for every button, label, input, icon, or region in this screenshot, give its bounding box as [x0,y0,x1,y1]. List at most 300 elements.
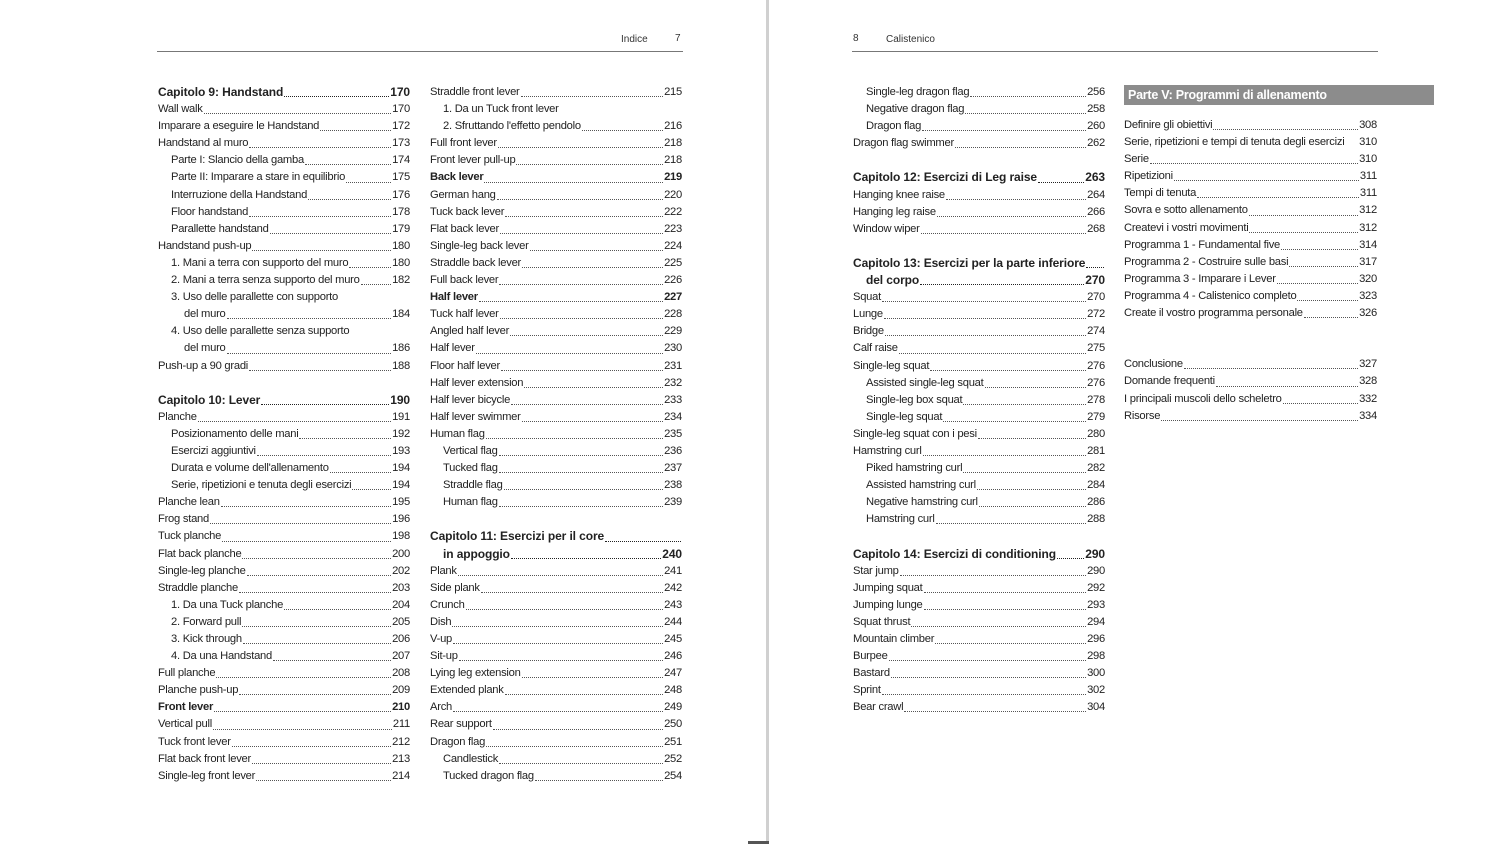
toc-entry-title: Hamstring curl [866,513,935,526]
toc-entry[interactable] [1124,134,1377,151]
toc-page-number: 226 [664,274,682,287]
toc-page-number: 268 [1087,222,1105,235]
dot-leader [481,592,663,593]
toc-entry[interactable] [430,289,682,306]
toc-page-number: 256 [1087,86,1105,98]
dot-leader [1086,267,1104,268]
toc-entry[interactable] [158,648,410,665]
dot-leader [501,370,663,371]
dot-leader [361,284,391,285]
toc-entry[interactable] [1124,271,1377,288]
toc-entry-title: Planche push-up [158,684,239,697]
toc-page-number: 234 [664,410,682,423]
toc-entry[interactable] [430,323,682,340]
toc-entry[interactable] [1124,220,1377,237]
toc-entry[interactable] [853,375,1105,392]
toc-entry[interactable] [430,135,682,152]
toc-page-number: 310 [1359,136,1377,149]
dot-leader [522,421,663,422]
dot-leader [222,541,391,542]
toc-page-number: 304 [1087,701,1105,714]
toc-entry[interactable] [158,340,410,357]
running-header-title: Indice [621,34,648,45]
toc-entry[interactable] [430,101,682,118]
toc-entry[interactable] [158,665,410,682]
toc-entry[interactable] [158,716,410,733]
dot-leader [284,96,389,97]
toc-entry[interactable] [430,169,682,186]
toc-entry[interactable] [158,409,410,426]
toc-entry[interactable] [853,597,1105,614]
toc-entry-title: Human flag [430,427,485,440]
dot-leader [1197,197,1359,198]
dot-leader [930,370,1086,371]
toc-entry[interactable] [158,204,410,221]
dot-leader [943,421,1086,422]
toc-chapter-entry[interactable] [853,255,1105,272]
toc-page-number: 190 [390,392,410,407]
toc-entry[interactable] [430,443,682,460]
toc-entry-title: Capitolo 10: Lever [158,392,261,407]
toc-entry-title: 3. Kick through [171,633,242,645]
toc-entry[interactable] [430,648,682,665]
dot-leader [273,660,391,661]
toc-entry[interactable] [853,665,1105,682]
toc-chapter-entry[interactable] [853,546,1105,563]
toc-entry-title: Half lever swimmer [430,410,521,423]
toc-page-number: 194 [392,462,410,475]
toc-page-number: 219 [664,171,682,184]
toc-entry-title: Parallette handstand [171,222,269,235]
dot-leader [239,592,391,593]
dot-leader [985,387,1087,388]
toc-entry[interactable] [158,272,410,289]
toc-entry[interactable] [1124,391,1377,408]
toc-entry-title: Sovra e sotto allenamento [1124,204,1248,217]
toc-page-number: 170 [392,103,410,116]
toc-entry[interactable] [158,477,410,494]
toc-entry[interactable] [430,460,682,477]
toc-entry-title: Planche [158,410,197,423]
dot-leader [458,575,663,576]
toc-entry[interactable] [853,443,1105,460]
toc-entry[interactable] [158,187,410,204]
toc-page-number: 270 [1085,273,1105,288]
toc-entry-title: Hanging knee raise [853,188,945,201]
toc-page-number: 312 [1359,204,1377,217]
toc-page-number: 179 [392,222,410,235]
dot-leader [261,404,389,405]
toc-entry[interactable] [1124,237,1377,254]
toc-page-number: 298 [1087,650,1105,663]
toc-entry[interactable] [853,477,1105,494]
dot-leader [955,147,1086,148]
toc-entry[interactable] [430,597,682,614]
toc-entry[interactable] [158,580,410,597]
toc-entry[interactable] [1124,408,1377,425]
dot-leader [227,353,392,354]
toc-entry-title: Hanging leg raise [853,205,936,218]
toc-chapter-entry[interactable] [158,84,410,101]
toc-page-number: 246 [664,650,682,663]
toc-entry[interactable] [853,187,1105,204]
dot-leader [252,250,391,251]
toc-spacer [853,238,1105,255]
toc-entry-title: Straddle planche [158,581,238,594]
toc-entry[interactable] [158,699,410,716]
toc-entry[interactable] [158,221,410,238]
toc-page-number: 275 [1087,342,1105,355]
toc-entry-title: Handstand push-up [158,239,252,252]
toc-entry-title: Angled half lever [430,325,510,338]
toc-page-number: 327 [1359,358,1377,371]
toc-page-number: 328 [1359,375,1377,388]
toc-entry[interactable] [853,289,1105,306]
toc-entry-title: 4. Da una Handstand [171,650,272,663]
toc-entry[interactable] [158,631,410,648]
toc-entry[interactable] [158,528,410,545]
toc-page-number: 206 [392,633,410,645]
toc-entry-title: Straddle back lever [430,256,522,269]
toc-entry[interactable] [1124,254,1377,271]
dot-leader [1281,249,1358,250]
toc-entry[interactable] [1124,117,1377,134]
toc-column [158,84,410,785]
toc-entry[interactable] [430,84,682,101]
toc-entry-title: Flat back lever [430,222,499,235]
dot-leader [978,438,1086,439]
toc-entry[interactable] [853,392,1105,409]
toc-entry[interactable] [158,152,410,169]
dot-leader [535,780,663,781]
toc-entry-title: Tempi di tenuta [1124,187,1197,200]
toc-entry-title: 2. Sfruttando l'effetto pendolo [443,120,581,133]
toc-entry[interactable] [430,494,682,511]
toc-page-number: 235 [664,427,682,440]
toc-entry[interactable] [853,614,1105,631]
toc-entry[interactable] [853,699,1105,716]
toc-entry[interactable] [158,614,410,631]
toc-entry-title: Straddle flag [443,479,503,492]
toc-entry[interactable] [158,306,410,323]
toc-entry-title: del muro [184,308,226,321]
toc-entry[interactable] [853,511,1105,528]
toc-entry[interactable] [430,187,682,204]
toc-page-number: 276 [1087,359,1105,372]
toc-entry[interactable] [158,358,410,375]
toc-entry[interactable] [430,699,682,716]
toc-entry-title: Tucked flag [443,462,498,475]
toc-entry-title: Single-leg squat [866,410,943,423]
toc-entry[interactable] [158,118,410,135]
toc-entry-title: Programma 4 - Calistenico completo [1124,289,1297,302]
toc-entry[interactable] [158,101,410,118]
dot-leader [249,370,391,371]
toc-page-number: 286 [1087,496,1105,509]
toc-entry-title: Flat back front lever [158,752,251,765]
toc-page-number: 188 [392,359,410,372]
toc-chapter-entry[interactable] [158,392,410,409]
toc-page-number: 262 [1087,137,1105,150]
dot-leader [921,233,1086,234]
toc-entry-title: Single-leg planche [158,564,246,577]
dot-leader [522,677,663,678]
toc-entry-title: Dragon flag [866,120,922,133]
dot-leader [198,421,391,422]
toc-entry-title: Assisted hamstring curl [866,479,976,492]
dot-leader [605,541,681,542]
toc-entry[interactable] [1124,288,1377,305]
toc-entry[interactable] [853,118,1105,135]
dot-leader [882,694,1086,695]
toc-entry[interactable] [430,272,682,289]
toc-page-number: 225 [664,256,682,269]
dot-leader [1304,317,1358,318]
toc-page-number: 279 [1087,410,1105,423]
toc-page-number: 176 [392,188,410,201]
toc-entry-title: Burpee [853,650,888,663]
dot-leader [499,763,663,764]
toc-entry[interactable] [430,306,682,323]
dot-leader [1038,182,1084,183]
toc-entry[interactable] [853,682,1105,699]
toc-entry[interactable] [853,221,1105,238]
toc-chapter-entry[interactable] [853,272,1105,289]
toc-entry[interactable] [1124,168,1377,185]
toc-page-number: 214 [392,769,410,782]
toc-entry[interactable] [430,221,682,238]
dot-leader [493,729,663,730]
toc-entry-title: Lunge [853,308,883,321]
toc-entry-title: 1. Mani a terra con supporto del muro [171,256,349,269]
toc-entry[interactable] [853,409,1105,426]
toc-entry-title: 3. Uso delle parallette con supporto [171,291,339,304]
toc-page-number: 242 [664,581,682,594]
toc-entry[interactable] [853,460,1105,477]
dot-leader [210,523,391,524]
toc-page-number: 264 [1087,188,1105,201]
toc-entry-title: 4. Uso delle parallette senza supporto [171,325,350,338]
toc-entry[interactable] [158,169,410,186]
toc-chapter-entry[interactable] [430,546,682,563]
toc-entry[interactable] [430,580,682,597]
toc-page-number: 294 [1087,615,1105,628]
toc-column [1124,84,1377,425]
toc-entry[interactable] [430,631,682,648]
toc-entry[interactable] [853,563,1105,580]
toc-entry-title: Single-leg dragon flag [866,86,970,98]
toc-entry[interactable] [853,84,1105,101]
toc-entry[interactable] [158,443,410,460]
toc-entry[interactable] [853,204,1105,221]
toc-entry[interactable] [430,152,682,169]
toc-page-number: 239 [664,496,682,509]
toc-page-number: 238 [664,479,682,492]
toc-entry[interactable] [1124,202,1377,219]
toc-entry[interactable] [1124,185,1377,202]
dot-leader [1249,215,1358,216]
toc-entry[interactable] [430,358,682,375]
toc-entry[interactable] [1124,356,1377,373]
toc-page-number: 231 [664,359,682,372]
toc-spacer [158,375,410,392]
toc-entry[interactable] [853,340,1105,357]
dot-leader [221,506,391,507]
toc-page-number: 227 [664,291,682,304]
dot-leader [500,233,663,234]
toc-page-number: 241 [664,564,682,577]
dot-leader [239,694,391,695]
toc-entry[interactable] [853,631,1105,648]
dot-leader [1057,558,1084,559]
toc-entry[interactable] [853,135,1105,152]
toc-entry[interactable] [853,306,1105,323]
toc-chapter-entry[interactable] [853,169,1105,186]
toc-entry[interactable] [430,734,682,751]
toc-page-number: 202 [392,564,410,577]
toc-entry-title: Full back lever [430,274,499,287]
toc-entry[interactable] [158,238,410,255]
toc-entry[interactable] [430,751,682,768]
toc-entry[interactable] [158,460,410,477]
toc-entry[interactable] [430,375,682,392]
toc-entry-title: Tuck back lever [430,205,505,218]
toc-entry-title: Createvi i vostri movimenti [1124,221,1249,234]
toc-entry-title: Single-leg back lever [430,239,529,252]
toc-entry[interactable] [158,494,410,511]
dot-leader [499,472,663,473]
toc-entry-title: Imparare a eseguire le Handstand [158,120,320,133]
toc-page-number: 218 [664,137,682,150]
toc-entry[interactable] [430,392,682,409]
toc-entry[interactable] [1124,373,1377,390]
toc-entry[interactable] [1124,151,1377,168]
toc-entry[interactable] [430,682,682,699]
dot-leader [256,780,391,781]
dot-leader [882,301,1086,302]
dot-leader [484,182,663,183]
toc-page-number: 288 [1087,513,1105,526]
toc-page-number: 282 [1087,462,1105,475]
dot-leader [936,523,1086,524]
toc-entry[interactable] [430,477,682,494]
toc-entry[interactable] [158,323,410,340]
toc-page-number: 233 [664,393,682,406]
toc-entry[interactable] [158,563,410,580]
toc-entry[interactable] [158,546,410,563]
toc-entry-title: Bear crawl [853,701,904,714]
toc-entry-title: Straddle front lever [430,86,520,98]
toc-entry-title: Durata e volume dell'allenamento [171,462,329,475]
toc-entry[interactable] [853,426,1105,443]
toc-entry[interactable] [430,409,682,426]
dot-leader [891,677,1086,678]
dot-leader [299,438,391,439]
toc-entry-title: Rear support [430,718,492,731]
toc-entry[interactable] [430,426,682,443]
toc-page-number: 320 [1359,272,1377,285]
toc-page-number: 223 [664,222,682,235]
toc-entry[interactable] [1124,305,1377,322]
toc-page-number: 245 [664,633,682,645]
toc-page-number: 180 [392,256,410,269]
toc-entry[interactable] [158,289,410,306]
toc-entry[interactable] [430,204,682,221]
toc-entry-title: Esercizi aggiuntivi [171,444,256,457]
dot-leader [349,267,391,268]
toc-entry[interactable] [853,494,1105,511]
dot-leader [452,626,663,627]
dot-leader [911,626,1086,627]
toc-entry-title: Programma 3 - Imparare i Lever [1124,272,1276,285]
toc-page-number: 174 [392,154,410,167]
toc-entry[interactable] [430,255,682,272]
toc-entry[interactable] [430,614,682,631]
toc-entry[interactable] [158,255,410,272]
toc-page-number: 326 [1359,307,1377,320]
toc-entry-title: del corpo [866,273,920,288]
toc-page-number: 243 [664,598,682,611]
toc-entry[interactable] [158,597,410,614]
toc-entry[interactable] [430,563,682,580]
toc-entry[interactable] [158,768,410,785]
toc-entry[interactable] [430,340,682,357]
dot-leader [242,626,391,627]
toc-entry[interactable] [853,648,1105,665]
toc-entry[interactable] [158,135,410,152]
toc-entry[interactable] [158,734,410,751]
toc-entry[interactable] [158,511,410,528]
toc-page-number: 312 [1359,221,1377,234]
toc-entry-title: Tuck front lever [158,735,231,748]
toc-entry-title: Capitolo 14: Esercizi di conditioning [853,546,1056,561]
toc-entry[interactable] [430,238,682,255]
dot-leader [214,711,391,712]
dot-leader [453,643,663,644]
toc-page-number: 248 [664,684,682,697]
toc-entry-title: Full front lever [430,137,497,150]
dot-leader [459,660,663,661]
toc-chapter-entry[interactable] [430,528,682,545]
toc-page-number: 247 [664,667,682,680]
toc-entry-title: Sit-up [430,650,458,663]
toc-page-number: 292 [1087,581,1105,594]
dot-leader [320,130,391,131]
toc-entry[interactable] [430,768,682,785]
toc-entry[interactable] [430,665,682,682]
toc-entry-title: Crunch [430,598,465,611]
toc-spacer [1124,322,1377,356]
toc-entry[interactable] [853,358,1105,375]
dot-leader [504,489,664,490]
toc-entry[interactable] [158,682,410,699]
dot-leader [1161,420,1358,421]
dot-leader [922,130,1086,131]
toc-entry[interactable] [430,118,682,135]
toc-page-number: 236 [664,444,682,457]
toc-entry[interactable] [853,101,1105,118]
toc-entry[interactable] [853,580,1105,597]
dot-leader [1184,368,1358,369]
toc-entry[interactable] [158,751,410,768]
toc-entry[interactable] [158,426,410,443]
toc-entry[interactable] [430,716,682,733]
dot-leader [1216,386,1358,387]
toc-page-number: 210 [392,701,410,714]
dot-leader [1249,232,1358,233]
dot-leader [510,335,663,336]
toc-entry[interactable] [853,323,1105,340]
